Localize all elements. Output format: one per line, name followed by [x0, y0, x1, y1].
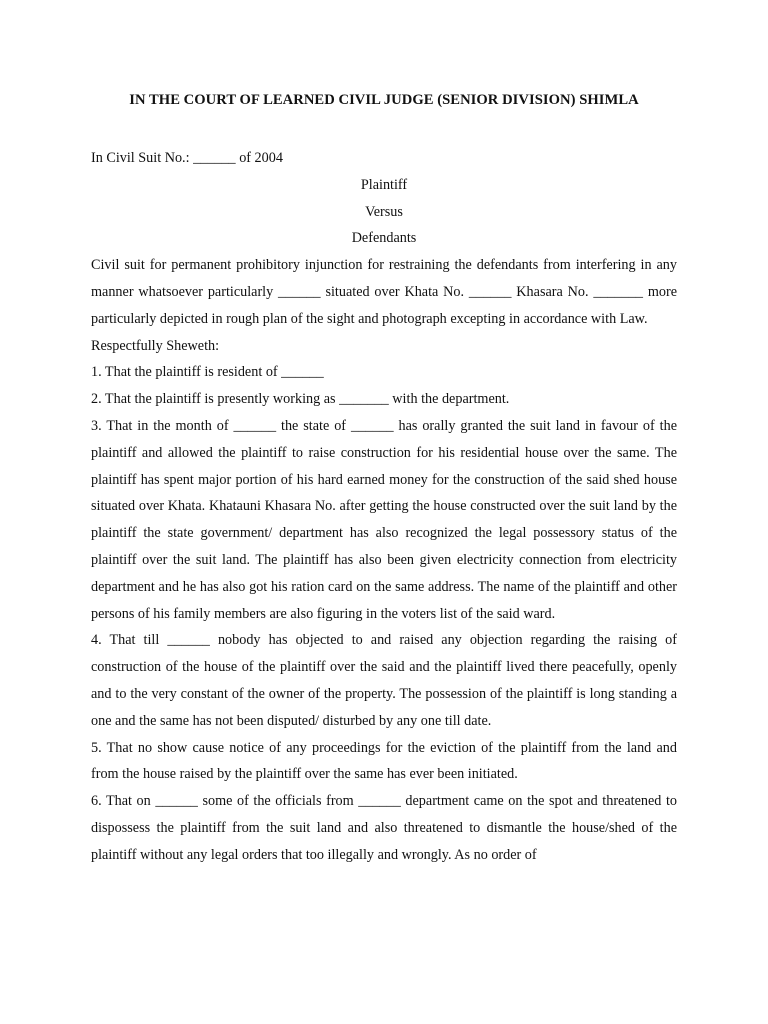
plaintiff-label: Plaintiff — [360, 176, 408, 193]
paragraph-5: 5. That no show cause notice of any proceedings for the eviction of the plaintiff from the land and from the house raised by the plaintiff over the same has ever been initiated. — [91, 739, 677, 783]
paragraph-1: 1. That the plaintiff is resident of ______ — [91, 364, 324, 381]
document-body — [91, 145, 677, 869]
paragraph-4: 4. That till ______ nobody has objected to and raised any objection regarding the raising of construction of the house of the plaintiff over the said and the plaintiff lived there peacefully, openly and to the very constant of the owner of the property. The possession of the plaintiff is long standing a one and the same has not been disputed/ disturbed by any one till date. — [91, 632, 677, 729]
salutation: Respectfully Sheweth: — [91, 337, 220, 354]
paragraph-2: 2. That the plaintiff is presently working as _______ with the department. — [91, 391, 510, 408]
paragraph-6: 6. That on ______ some of the officials from ______ department came on the spot and threatened to dispossess the plaintiff from the suit land and also threatened to dismantle the house/shed of the plaintiff without any legal orders that too illegally and wrongly. As no order of — [91, 793, 677, 863]
suit-description: Civil suit for permanent prohibitory injunction for restraining the defendants from interfering in any manner whatsoever particularly ______ situated over Khata No. ______ Khasara No. _______ more particularly depicted in rough plan of the sight and photograph excepting in accordance with Law. — [91, 257, 677, 327]
court-title: IN THE COURT OF LEARNED CIVIL JUDGE (SENIOR DIVISION) SHIMLA — [129, 92, 639, 108]
versus-label: Versus — [365, 203, 403, 220]
defendants-label: Defendants — [351, 230, 417, 247]
suit-number: In Civil Suit No.: ______ of 2004 — [91, 150, 283, 166]
paragraph-3: 3. That in the month of ______ the state of ______ has orally granted the suit land in favour of the plaintiff and allowed the plaintiff to raise construction for his residential house over the same. The plaintiff has spent major portion of his hard earned money for the construction of the said shed house situated over Khata. Khatauni Khasara No. after getting the house constructed over the suit land by the plaintiff the state government/ department has also recognized the legal possessory status of the plaintiff over the suit land. The plaintiff has also been given electricity connection from electricity department and he has also got his ration card on the same address. The name of the plaintiff and other persons of his family members are also figuring in the voters list of the said ward. — [91, 417, 677, 622]
